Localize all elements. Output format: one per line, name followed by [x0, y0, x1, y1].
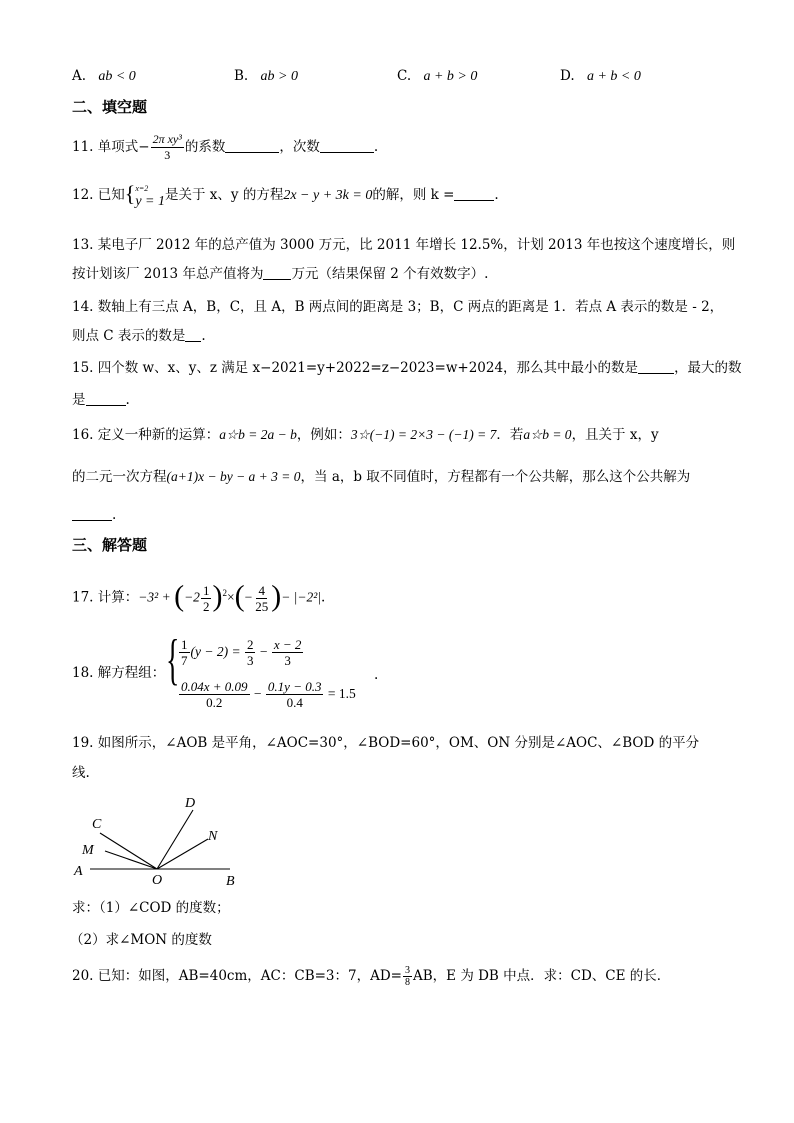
option-letter: B.: [234, 68, 249, 84]
question-text: 单项式−: [97, 139, 150, 155]
system-top-equation: x=2: [135, 183, 149, 193]
question-text: ，最大的数: [674, 360, 742, 376]
fraction-numerator: 2: [246, 637, 254, 652]
question-text: .: [494, 187, 499, 203]
answer-blank[interactable]: [86, 391, 126, 406]
section-heading-solve: 三、解答题: [72, 536, 148, 554]
fraction-numerator: 2π xy³: [152, 132, 182, 146]
label-m: M: [82, 843, 94, 858]
question-12: [72, 180, 499, 210]
question-16-line-1: [72, 426, 659, 444]
question-text: ，例如：: [296, 427, 351, 443]
option-letter: C.: [397, 68, 412, 84]
question-text: 是关于 x、y 的方程: [165, 187, 284, 203]
expression-part: − |−2²|: [281, 589, 322, 605]
fraction-denominator: 8: [405, 977, 410, 988]
example-expression: 3☆(−1) = 2×3 − (−1) = 7: [350, 427, 497, 442]
fraction-denominator: 25: [255, 598, 269, 614]
ray-oc: [100, 833, 157, 869]
paren-close-icon: ): [212, 579, 223, 613]
times-sign: ×: [226, 589, 235, 605]
question-text: 万元（结果保留 2 个有效数字）.: [291, 266, 489, 282]
question-11: [72, 132, 378, 163]
label-c: C: [92, 817, 102, 832]
question-text: 是: [72, 392, 86, 408]
label-d: D: [185, 796, 196, 811]
equation: (a+1)x − by − a + 3 = 0: [166, 469, 301, 484]
fraction-numerator: 1: [202, 582, 210, 598]
question-text: 计算：: [97, 589, 139, 606]
fraction-numerator: 1: [181, 637, 188, 652]
system-equation-2: [178, 676, 356, 712]
question-number: 12.: [72, 187, 94, 203]
label-a: A: [74, 864, 83, 879]
option-a: [72, 68, 136, 85]
option-expression: ab < 0: [98, 69, 136, 84]
question-15-line-1: [72, 359, 742, 377]
question-text: .: [201, 328, 206, 344]
fraction-denominator: 3: [164, 148, 171, 162]
question-text: .: [321, 589, 326, 606]
condition-expression: a☆b = 0: [523, 427, 572, 442]
question-19-line-2: 线.: [72, 765, 90, 781]
system-bottom-equation: y = 1: [135, 193, 166, 209]
option-letter: A.: [72, 68, 87, 84]
question-13-line-2: [72, 265, 488, 283]
fraction-numerator: 4: [258, 582, 265, 598]
question-19-ask-1: 求：（1）∠COD 的度数；: [72, 900, 230, 916]
question-number: 17.: [72, 589, 94, 606]
answer-blank[interactable]: [263, 265, 291, 280]
question-14-line-1: 14. 数轴上有三点 A，B，C，且 A，B 两点间的距离是 3；B，C 两点的距离是 1．若点 A 表示的数是 - 2，: [72, 299, 724, 315]
option-letter: D.: [560, 68, 575, 84]
option-c: [397, 68, 477, 85]
question-text: ．若: [496, 427, 524, 443]
question-13-line-1: 13. 某电子厂 2012 年的总产值为 3000 万元，比 2011 年增长 12.5%，计划 2013 年也按这个速度增长，则: [72, 237, 736, 253]
fraction-numerator: 3: [405, 965, 410, 976]
fraction-numerator: x − 2: [273, 637, 302, 652]
option-expression: ab > 0: [260, 69, 298, 84]
label-n: N: [208, 829, 218, 844]
brace-icon: {: [124, 181, 136, 206]
fraction-denominator: 0.2: [206, 695, 223, 710]
fraction-numerator: 0.1y − 0.3: [267, 679, 322, 694]
answer-blank[interactable]: [225, 138, 279, 153]
angle-diagram: [70, 793, 250, 893]
question-text: 解方程组：: [97, 665, 166, 681]
option-expression: a + b < 0: [586, 69, 641, 84]
option-b: [234, 68, 298, 85]
question-17: 17. 计算：−3² + (−2 $\frac{1}{2}$ )$^2$×(− $\frac{4}{25}$ )− |−2²|.: [72, 579, 326, 614]
paren-open-icon: (: [234, 579, 245, 613]
label-b: B: [226, 874, 235, 889]
question-text: 的解，则 k =: [372, 187, 455, 203]
operation-definition: a☆b = 2a − b: [219, 427, 297, 442]
exponent: 2: [222, 588, 227, 598]
answer-blank[interactable]: [638, 359, 674, 374]
question-number: 11.: [72, 139, 94, 155]
fraction-denominator: 3: [246, 653, 254, 668]
question-16-line-2: [72, 468, 690, 486]
answer-blank[interactable]: [72, 506, 112, 521]
question-text: 按计划该厂 2013 年总产值将为: [72, 266, 264, 282]
question-text: AB，E 为 DB 中点．求：CD、CE 的长．: [413, 968, 671, 984]
equation-part: = 1.5: [324, 686, 356, 701]
question-text: ，当 a，b 取不同值时，方程都有一个公共解，那么这个公共解为: [300, 469, 691, 485]
question-text: ，次数: [279, 139, 320, 155]
question-19-ask-2: （2）求∠MON 的度数: [70, 932, 212, 948]
option-expression: a + b > 0: [423, 69, 478, 84]
paren-close-icon: ): [271, 579, 282, 613]
paren-open-icon: (: [174, 579, 185, 613]
fraction-denominator: 2: [202, 598, 210, 614]
question-16-line-3: [72, 506, 116, 524]
question-14-line-2: [72, 327, 206, 345]
question-text: ，且关于 x，y: [571, 427, 659, 443]
question-19-line-1: 19. 如图所示，∠AOB 是平角，∠AOC=30°，∠BOD=60°，OM、ON 分别是∠AOC、∠BOD 的平分: [72, 735, 700, 751]
question-text: 20. 已知：如图，AB=40cm，AC：CB=3：7，AD=: [72, 968, 402, 984]
equation-part: (y − 2) =: [190, 644, 244, 659]
question-text: .: [125, 392, 130, 408]
fraction-denominator: 0.4: [286, 695, 303, 710]
mixed-number-integer: −2: [184, 589, 200, 605]
question-text: .: [373, 139, 379, 155]
ray-on: [157, 839, 208, 869]
question-text: 则点 C 表示的数是: [72, 328, 186, 344]
fraction-numerator: 0.04x + 0.09: [181, 679, 248, 694]
ray-od: [157, 810, 193, 869]
fraction-denominator: 7: [181, 653, 188, 668]
section-heading-fill-in: 二、填空题: [72, 98, 148, 116]
minus-sign: −: [256, 644, 271, 659]
ray-om: [105, 851, 157, 869]
answer-blank[interactable]: [185, 327, 201, 342]
question-text: .: [112, 507, 117, 523]
question-text: 的系数: [184, 139, 226, 155]
minus-sign: −: [250, 686, 265, 701]
system-brace-icon: {: [166, 629, 180, 691]
expression-part: −3² +: [138, 589, 175, 605]
option-d: [560, 68, 641, 85]
question-20: [72, 961, 670, 991]
label-o: O: [152, 873, 163, 888]
answer-blank[interactable]: [454, 186, 494, 201]
question-text: 16. 定义一种新的运算：: [72, 427, 220, 443]
question-18-end: .: [374, 667, 379, 683]
question-number: 18.: [72, 665, 94, 681]
question-15-line-2: [72, 391, 130, 409]
question-18-label: [72, 664, 165, 682]
question-text: 的二元一次方程: [72, 469, 167, 485]
answer-blank[interactable]: [320, 138, 374, 153]
equation: 2x − y + 3k = 0: [283, 188, 373, 203]
system-equation-1: [178, 634, 304, 670]
fraction-denominator: 3: [284, 653, 291, 668]
question-text: 已知: [97, 187, 125, 203]
question-text: 15. 四个数 w、x、y、z 满足 x−2021=y+2022=z−2023=w+2024，那么其中最小的数是: [72, 360, 639, 376]
